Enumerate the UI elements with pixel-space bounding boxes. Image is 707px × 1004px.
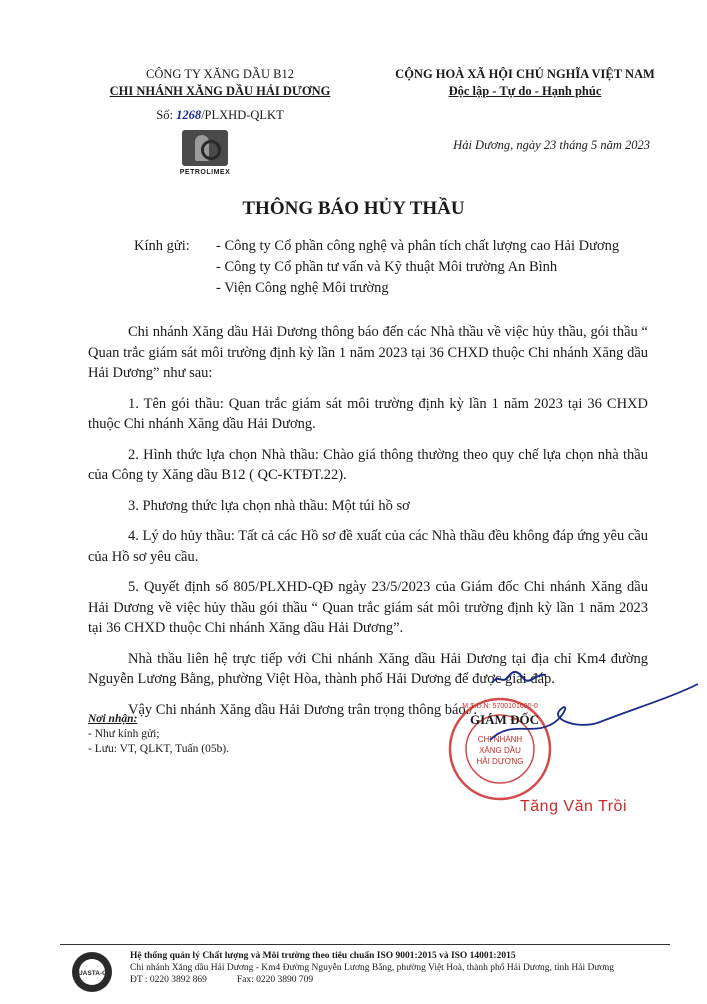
footer-text bbox=[130, 950, 700, 986]
national-motto: Độc lập - Tự do - Hạnh phúc bbox=[448, 84, 602, 98]
distribution-heading: Nơi nhận: bbox=[88, 713, 138, 725]
stamp-line: CHI NHÁNH bbox=[477, 735, 523, 744]
item-decision: 5. Quyết định số 805/PLXHD-QĐ ngày 23/5/2023 của Giám đốc Chi nhánh Xăng dầu Hải Dương về việc hủy thầu gói thầu “ Quan trắc giám sát môi trường định kỳ lần 1 năm 2023 tại 36 CHXD thuộc Chi nhánh Xăng dầu Hải Dương”. bbox=[88, 579, 648, 636]
distribution-line: - Lưu: VT, QLKT, Tuấn (05b). bbox=[88, 743, 230, 755]
item-cancel-reason: 4. Lý do hủy thầu: Tất cả các Hồ sơ đề xuất của các Nhà thầu đều không đáp ứng yêu cầu của Hồ sơ yêu cầu. bbox=[88, 528, 648, 565]
distribution-line: - Như kính gửi; bbox=[88, 728, 160, 740]
issuing-organization bbox=[60, 66, 380, 100]
intro-paragraph: Chi nhánh Xăng dầu Hải Dương thông báo đến các Nhà thầu về việc hủy thầu, gói thầu “ Quan trắc giám sát môi trường định kỳ lần 1 năm 2023 tại 36 CHXD thuộc Chi nhánh Xăng dầu Hải Dương” như sau: bbox=[88, 324, 648, 381]
number-label: Số: bbox=[156, 108, 173, 122]
stamp-ring-text: M.S.D.N: 5700101690-0 bbox=[462, 703, 538, 710]
logo-text: PETROLIMEX bbox=[179, 169, 231, 176]
recipients-list bbox=[134, 236, 674, 299]
national-header bbox=[360, 66, 690, 100]
footer-iso-line: Hệ thống quản lý Chất lượng và Môi trường theo tiêu chuẩn ISO 9001:2015 và ISO 14001:2015 bbox=[130, 951, 516, 961]
signer-name: Tăng Văn Trồi bbox=[520, 798, 627, 815]
footer-fax: Fax: 0220 3890 709 bbox=[236, 975, 314, 985]
footer-divider bbox=[60, 944, 670, 945]
number-suffix: /PLXHD-QLKT bbox=[201, 108, 284, 122]
document-date: Hải Dương, ngày 23 tháng 5 năm 2023 bbox=[453, 138, 650, 152]
recipients-block bbox=[134, 236, 674, 299]
footer-contact bbox=[130, 974, 700, 986]
handwritten-signature bbox=[470, 680, 700, 750]
petrolimex-emblem-icon bbox=[182, 130, 228, 166]
stamp-line: HẢI DƯƠNG bbox=[476, 757, 524, 766]
contact-paragraph: Nhà thầu liên hệ trực tiếp với Chi nhánh Xăng dầu Hải Dương tại địa chỉ Km4 đường Nguyễn Lương Bằng, phường Việt Hòa, thành phố Hải Dương để được giải đáp. bbox=[88, 650, 648, 687]
document-number bbox=[60, 108, 380, 123]
cert-logo-text: QUASTA-CE bbox=[72, 970, 112, 977]
signer-title: GIÁM ĐỐC bbox=[470, 712, 539, 727]
company-name: CÔNG TY XĂNG DẦU B12 bbox=[146, 67, 294, 81]
document-title: THÔNG BÁO HỦY THẦU bbox=[242, 198, 465, 219]
recipient-item: - Công ty Cổ phần tư vấn và Kỹ thuật Môi trường An Bình bbox=[216, 259, 558, 275]
footer-address: Chi nhánh Xăng dầu Hải Dương - Km4 Đường Nguyễn Lương Bằng, phường Việt Hoà, thành phố Hải Dương, tỉnh Hải Dương bbox=[130, 963, 615, 973]
stamp-line: XĂNG DẦU bbox=[479, 746, 521, 755]
country-name: CỘNG HOÀ XÃ HỘI CHỦ NGHĨA VIỆT NAM bbox=[395, 67, 655, 81]
item-selection-method: 3. Phương thức lựa chọn nhà thầu: Một túi hồ sơ bbox=[128, 497, 410, 514]
item-package-name: 1. Tên gói thầu: Quan trắc giám sát môi trường định kỳ lần 1 năm 2023 tại 36 CHXD thuộc Chi nhánh Xăng dầu Hải Dương. bbox=[88, 395, 648, 432]
footer-phone: ĐT : 0220 3892 869 bbox=[130, 975, 207, 985]
recipient-item: - Công ty Cổ phần công nghệ và phân tích chất lượng cao Hải Dương bbox=[216, 238, 620, 254]
distribution-list bbox=[88, 712, 348, 757]
number-handwritten: 1268 bbox=[176, 108, 202, 122]
quasta-cert-logo bbox=[70, 950, 114, 994]
closing-paragraph: Vậy Chi nhánh Xăng dầu Hải Dương trân trọng thông báo./. bbox=[128, 701, 477, 718]
recipient-item: - Viện Công nghệ Môi trường bbox=[216, 280, 389, 296]
recipients-label: Kính gửi: bbox=[134, 238, 190, 254]
item-selection-form: 2. Hình thức lựa chọn Nhà thầu: Chào giá thông thường theo quy chế lựa chọn nhà thầu của Công ty Xăng dầu B12 ( QC-KTĐT.22). bbox=[88, 446, 648, 483]
petrolimex-logo bbox=[176, 130, 234, 182]
branch-name: CHI NHÁNH XĂNG DẦU HẢI DƯƠNG bbox=[109, 84, 331, 98]
